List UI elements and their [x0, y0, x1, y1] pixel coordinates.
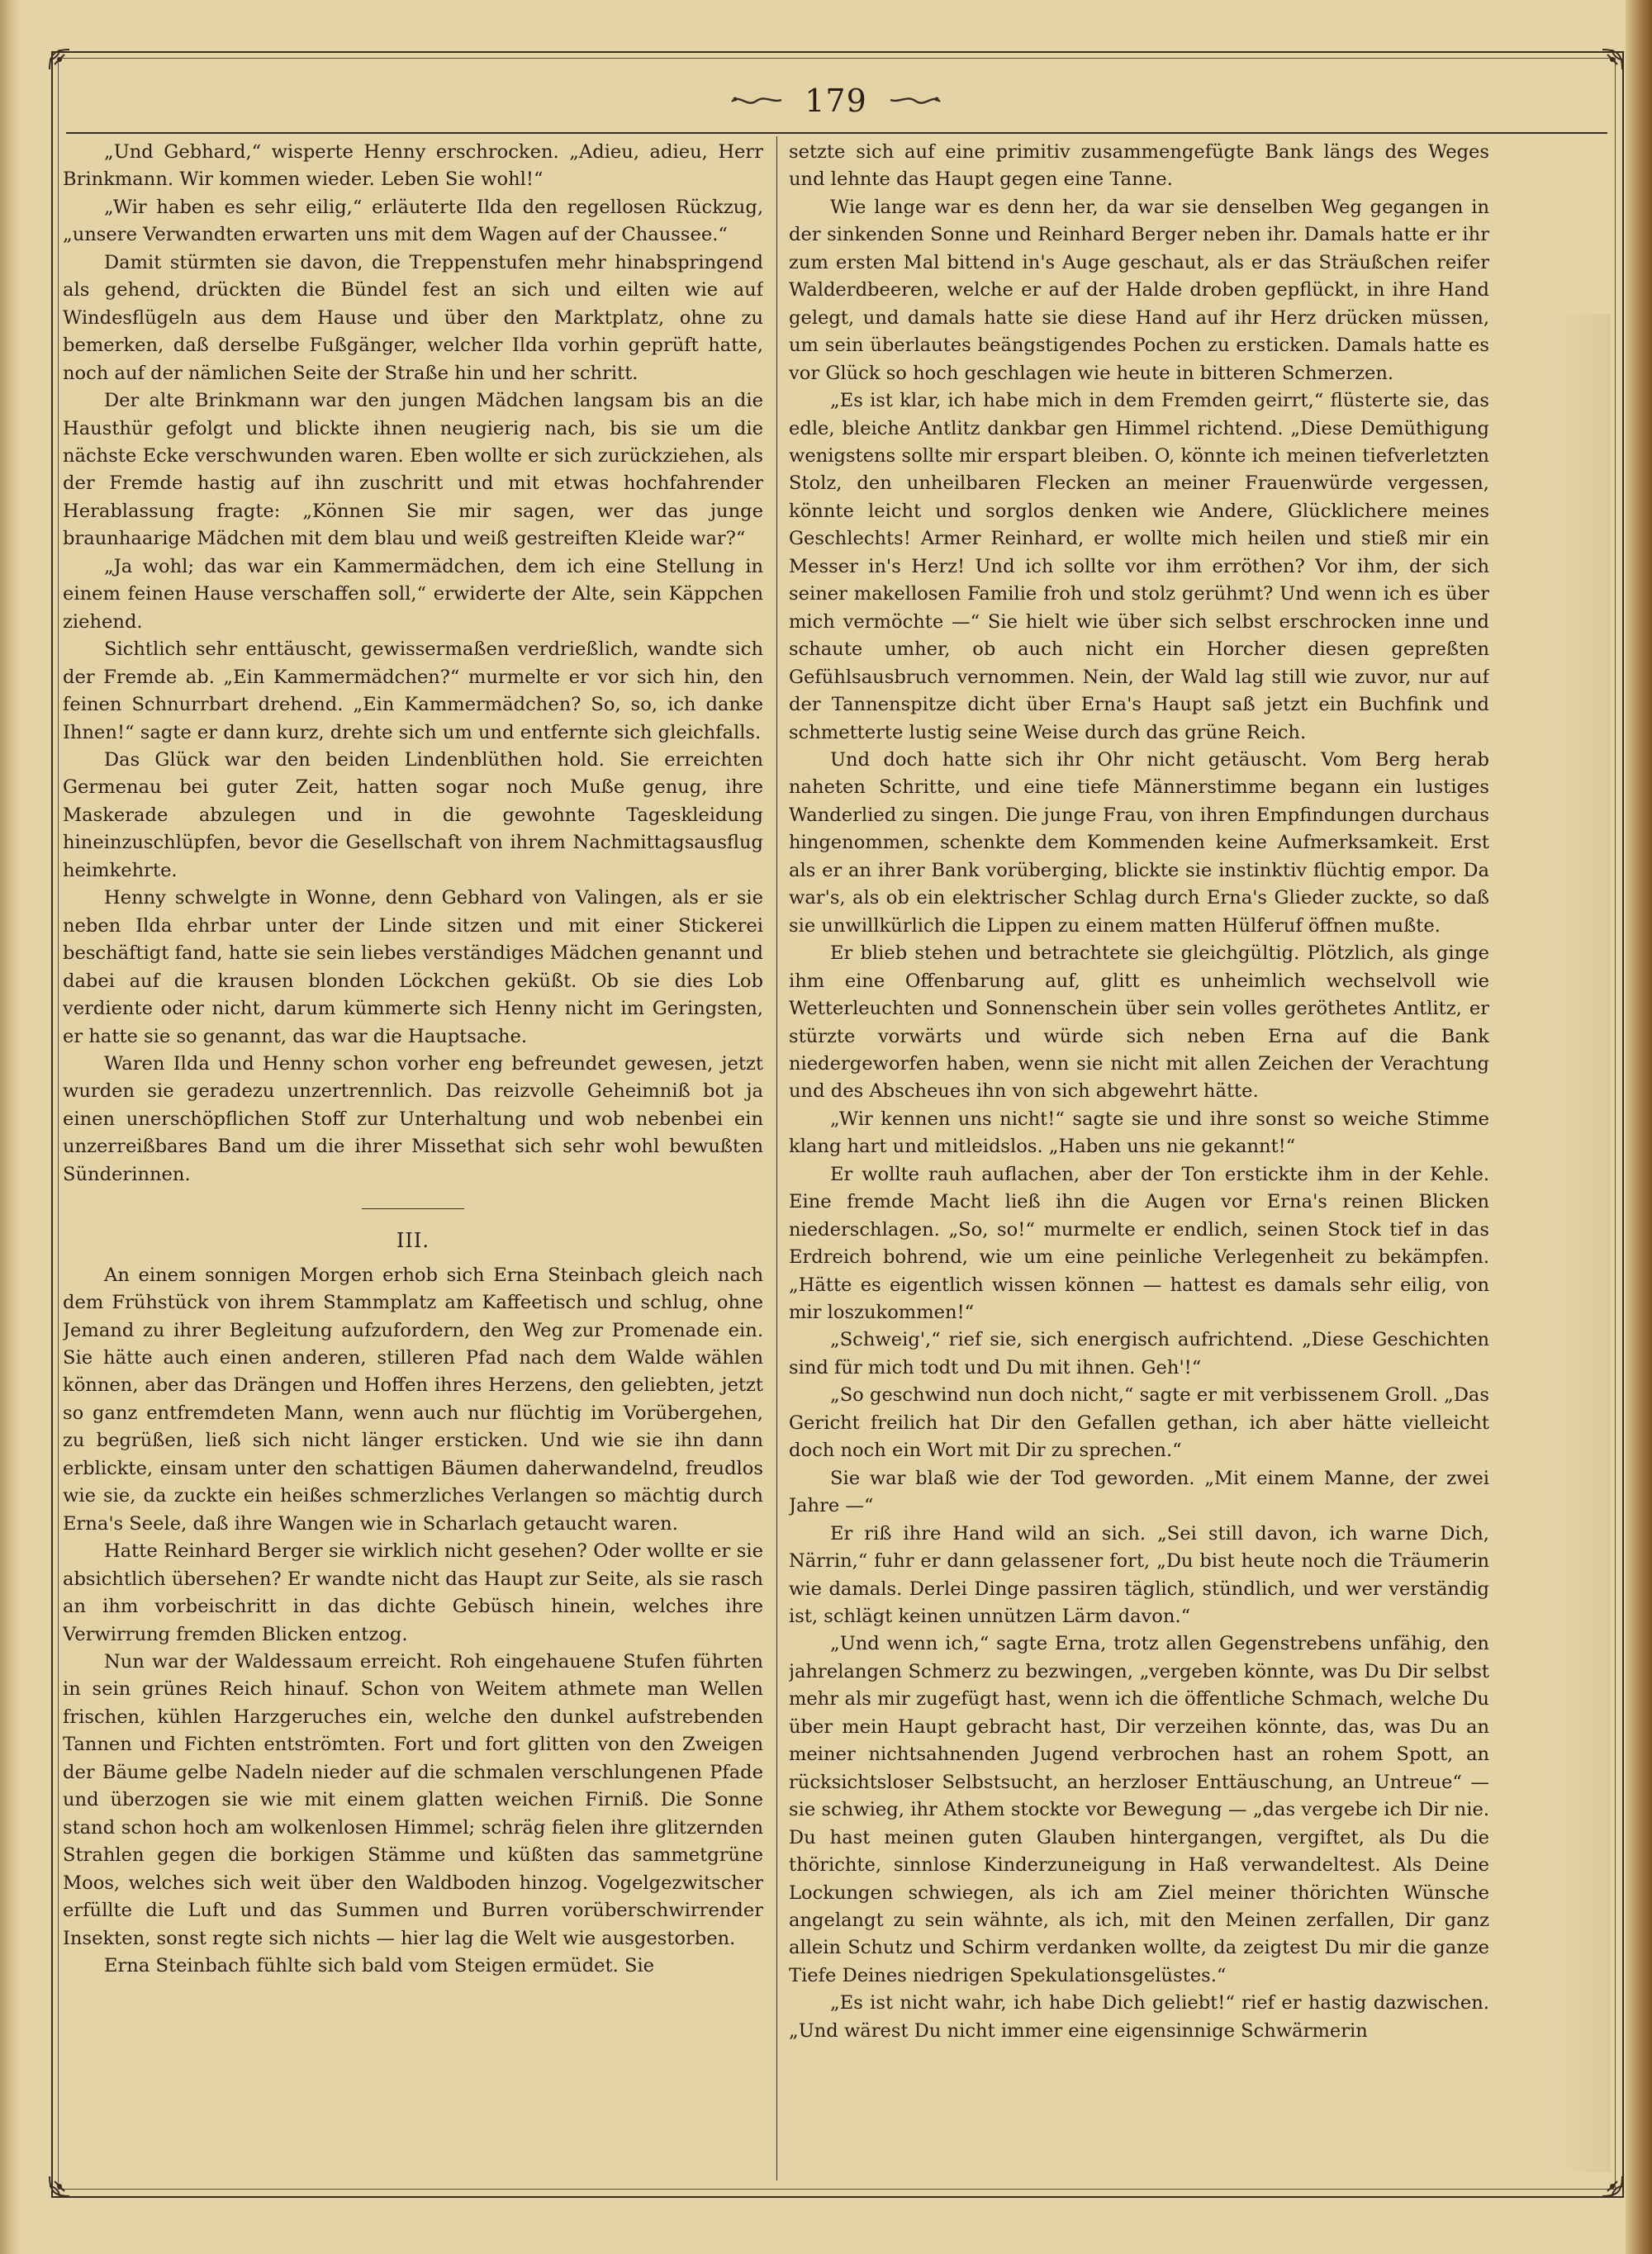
paragraph: „Wir kennen uns nicht!“ sagte sie und ihre sonst so weiche Stimme klang hart und mitleidslos. „Haben uns nie gekannt!“	[789, 1108, 1489, 1158]
paragraph: „Ja wohl; das war ein Kammermädchen, dem ich eine Stellung in einem feinen Hause verschaffen soll,“ erwiderte der Alte, sein Käppchen ziehend.	[63, 555, 763, 633]
paragraph: Henny schwelgte in Wonne, denn Gebhard von Valingen, als er sie neben Ilda ehrbar unter der Linde sitzen und mit einer Stickerei beschäftigt fand, hatte sie sein liebes verständiges Mädchen genannt und dabei auf die krausen blonden Löckchen geküßt. Ob sie dies Lob verdiente oder nicht, darum kümmerte sich Henny nicht im Geringsten, er hatte sie so genannt, das war die Hauptsache.	[63, 887, 763, 1047]
right-column	[789, 139, 1489, 2180]
book-spine-shadow	[0, 0, 21, 2254]
left-column	[63, 139, 763, 2180]
page-header	[58, 76, 1614, 126]
section-heading: III.	[396, 1229, 430, 1253]
paragraph: „So geschwind nun doch nicht,“ sagte er mit verbissenem Groll. „Das Gericht freilich hat Dir den Gefallen gethan, ich aber hätte vielleicht doch noch ein Wort mit Dir zu sprechen.“	[789, 1384, 1489, 1462]
page-edge-shadow	[1626, 0, 1652, 2254]
paragraph: „Schweig',“ rief sie, sich energisch aufrichtend. „Diese Geschichten sind für mich todt und Du mit ihnen. Geh'!“	[789, 1329, 1489, 1378]
paragraph: „Und wenn ich,“ sagte Erna, trotz allen Gegenstrebens unfähig, den jahrelangen Schmerz zu bezwingen, „vergeben könnte, was Du Dir selbst mehr als mir zugefügt hast, wenn ich die öffentliche Schmach, welche Du über mein Haupt gebracht hast, Dir verzeihen könnte, das, was Du an meiner nichtsahnenden Jugend verbrochen hast an rohem Spott, an rücksichtsloser Selbstsucht, an herzloser Enttäuschung, an Untreue“ — sie schwieg, ihr Athem stockte vor Bewegung — „das vergebe ich Dir nie. Du hast meinen guten Glauben hintergangen, vergiftet, als Du die thörichte, sinnlose Kinderzuneigung in Haß verwandeltest. Als Deine Lockungen schwiegen, als ich am Ziel meiner thörichten Wünsche angelangt zu sein wähnte, als ich, mit den Meinen zerfallen, Dir ganz allein Schutz und Schirm verdanken wollte, da zeigtest Du mir die ganze Tiefe Deines niedrigen Spekulationsgelüstes.“	[789, 1633, 1489, 1986]
paragraph: Wie lange war es denn her, da war sie denselben Weg gegangen in der sinkenden Sonne und Reinhard Berger neben ihr. Damals hatte er ihr zum ersten Mal bittend in's Auge geschaut, als er das Sträußchen reifer Walderdbeeren, welche er auf der Halde droben gepflückt, in ihre Hand gelegt, und damals hatte sie diese Hand auf ihr Herz drücken müssen, um sein überlautes beängstigendes Pochen zu ersticken. Damals hatte es vor Glück so hoch geschlagen wie heute in bitteren Schmerzen.	[789, 196, 1489, 384]
paragraph: Der alte Brinkmann war den jungen Mädchen langsam bis an die Hausthür gefolgt und blickte ihnen neugierig nach, bis sie um die nächste Ecke verschwunden waren. Eben wollte er sich zurückziehen, als der Fremde hastig auf ihn zuschritt und mit etwas hochfahrender Herablassung fragte: „Können Sie mir sagen, wer das junge braunhaarige Mädchen mit dem blau und weiß gestreiften Kleide war?“	[63, 390, 763, 550]
page-number: 179	[805, 83, 867, 119]
corner-ornament-icon	[1596, 43, 1629, 76]
flourish-left-icon	[730, 92, 783, 110]
paragraph: Er blieb stehen und betrachtete sie gleichgültig. Plötzlich, als ginge ihm eine Offenbarung auf, glitt es unheimlich wechselvoll wie Wetterleuchten und Sonnenschein über sein volles geröthetes Antlitz, er stürzte vorwärts und würde sich neben Erna auf die Bank niedergeworfen haben, wenn sie nicht mit allen Zeichen der Verachtung und des Abscheues ihn von sich abgewehrt hätte.	[789, 942, 1489, 1103]
paragraph: An einem sonnigen Morgen erhob sich Erna Steinbach gleich nach dem Frühstück von ihrem Stammplatz am Kaffeetisch und schlug, ohne Jemand zu ihrer Begleitung aufzufordern, den Weg zur Promenade ein. Sie hätte auch einen anderen, stilleren Pfad nach dem Walde wählen können, aber das Drängen und Hoffen ihres Herzens, den geliebten, jetzt so ganz entfremdeten Mann, wenn auch nur flüchtig im Vorübergehen, zu begrüßen, ließ sich nicht länger ersticken. Und wie sie ihn dann erblickte, einsam unter den schattigen Bäumen daherwandelnd, freudlos wie sie, da zuckte ein heißes schmerzliches Verlangen so mächtig durch Erna's Seele, daß ihre Wangen wie in Scharlach getaucht waren.	[63, 1264, 763, 1535]
paragraph: „Es ist klar, ich habe mich in dem Fremden geirrt,“ flüsterte sie, das edle, bleiche Antlitz dankbar gen Himmel richtend. „Diese Demüthigung wenigstens sollte mir erspart bleiben. O, könnte ich meinen tiefverletzten Stolz, den unheilbaren Flecken an meiner Frauenwürde vergessen, könnte leicht und sorglos denken wie Andere, Glücklichere meines Geschlechts! Armer Reinhard, er wollte mich heilen und stieß mir ein Messer in's Herz! Und ich sollte vor ihm erröthen? Vor ihm, der sich seiner makellosen Familie froh und stolz gerühmt? Und wenn ich es über mich vermöchte —“ Sie hielt wie über sich selbst erschrocken inne und schaute umher, ob auch nicht ein Horcher diesen gepreßten Gefühlsausbruch vernommen. Nein, der Wald lag still wie zuvor, nur auf der Tannenspitze dicht über Erna's Haupt saß jetzt ein Buchfink und schmetterte lustig seine Weise durch das grüne Reich.	[789, 390, 1489, 743]
paragraph: setzte sich auf eine primitiv zusammengefügte Bank längs des Weges und lehnte das Haupt gegen eine Tanne.	[789, 141, 1489, 191]
paragraph: Waren Ilda und Henny schon vorher eng befreundet gewesen, jetzt wurden sie geradezu unzertrennlich. Das reizvolle Geheimniß bot ja einen unerschöpflichen Stoff zur Unterhaltung und wob nebenbei ein unzerreißbares Band um die ihrer Missethat sich sehr wohl bewußten Sünderinnen.	[63, 1052, 763, 1185]
corner-ornament-icon	[43, 43, 76, 76]
paragraph: Sie war blaß wie der Tod geworden. „Mit einem Manne, der zwei Jahre —“	[789, 1467, 1489, 1517]
paragraph: Nun war der Waldessaum erreicht. Roh eingehauene Stufen führten in sein grünes Reich hinauf. Schon von Weitem athmete man Wellen frischen, kühlen Harzgeruches ein, welche den dunkel aufstrebenden Tannen und Fichten entströmten. Fort und fort glitten von den Zweigen der Bäume gelbe Nadeln nieder auf die schmalen verschlungenen Pfade und überzogen sie wie mit einem glatten weichen Firniß. Die Sonne stand schon hoch am wolkenlosen Himmel; schräg fielen ihre glitzernden Strahlen gegen die borkigen Stämme und küßten das sammetgrüne Moos, welches sich weit über den Waldboden hinzog. Vogelgezwitscher erfüllte die Luft und das Summen und Burren vorüberschwirrender Insekten, sonst regte sich nichts — hier lag die Welt wie ausgestorben.	[63, 1651, 763, 1949]
paragraph: „Es ist nicht wahr, ich habe Dich geliebt!“ rief er hastig dazwischen. „Und wärest Du nicht immer eine eigensinnige Schwärmerin	[789, 1992, 1489, 2042]
paragraph: „Und Gebhard,“ wisperte Henny erschrocken. „Adieu, adieu, Herr Brinkmann. Wir kommen wieder. Leben Sie wohl!“	[63, 141, 763, 191]
paragraph: „Wir haben es sehr eilig,“ erläuterte Ilda den regellosen Rückzug, „unsere Verwandten erwarten uns mit dem Wagen auf der Chaussee.“	[63, 196, 763, 246]
section-separator	[362, 1208, 464, 1209]
paragraph: Er wollte rauh auflachen, aber der Ton erstickte ihm in der Kehle. Eine fremde Macht ließ ihn die Augen vor Erna's reinen Blicken niederschlagen. „So, so!“ murmelte er endlich, seinen Stock tief in das Erdreich bohrend, wie um eine peinliche Verlegenheit zu bekämpfen. „Hätte es eigentlich wissen können — hattest es damals sehr eilig, von mir loszukommen!“	[789, 1163, 1489, 1324]
paragraph: Damit stürmten sie davon, die Treppenstufen mehr hinabspringend als gehend, drückten die Bündel fest an sich und eilten wie auf Windesflügeln aus dem Hause und über den Marktplatz, ohne zu bemerken, daß derselbe Fußgänger, welcher Ilda vorhin geprüft hatte, noch auf der nämlichen Seite der Straße hin und her schritt.	[63, 251, 763, 384]
paragraph: Und doch hatte sich ihr Ohr nicht getäuscht. Vom Berg herab naheten Schritte, und eine tiefe Männerstimme begann ein lustiges Wanderlied zu singen. Die junge Frau, von ihren Empfindungen durchaus hingenommen, schenkte dem Kommenden keine Aufmerksamkeit. Erst als er an ihrer Bank vorüberging, blickte sie instinktiv flüchtig empor. Da war's, als ob ein elektrischer Schlag durch Erna's Glieder zuckte, so daß sie unwillkürlich die Lippen zu einem matten Hülferuf öffnen mußte.	[789, 748, 1489, 937]
paragraph: Erna Steinbach fühlte sich bald vom Steigen ermüdet. Sie	[104, 1955, 655, 1976]
corner-ornament-icon	[1596, 2170, 1629, 2203]
header-rule	[66, 132, 1607, 134]
paragraph: Das Glück war den beiden Lindenblüthen hold. Sie erreichten Germenau bei guter Zeit, hatten sogar noch Muße genug, ihre Maskerade abzulegen und in die gewohnte Tageskleidung hineinzuschlüpfen, bevor die Gesellschaft von ihrem Nachmittagsausflug heimkehrte.	[63, 748, 763, 881]
flourish-right-icon	[889, 92, 942, 110]
paragraph: Sichtlich sehr enttäuscht, gewissermaßen verdrießlich, wandte sich der Fremde ab. „Ein Kammermädchen?“ murmelte er vor sich hin, den feinen Schnurrbart drehend. „Ein Kammermädchen? So, so, ich danke Ihnen!“ sagte er dann kurz, drehte sich um und entfernte sich gleichfalls.	[63, 638, 763, 743]
paragraph: Hatte Reinhard Berger sie wirklich nicht gesehen? Oder wollte er sie absichtlich übersehen? Er wandte nicht das Haupt zur Seite, als sie rasch an ihm vorbeischritt in das dichte Gebüsch hinein, welches ihre Verwirrung fremden Blicken entzog.	[63, 1540, 763, 1645]
column-divider	[776, 136, 777, 2180]
paragraph: Er riß ihre Hand wild an sich. „Sei still davon, ich warne Dich, Närrin,“ fuhr er dann gelassener fort, „Du bist heute noch die Träumerin wie damals. Derlei Dinge passiren täglich, stündlich, und wer verständig ist, schlägt keinen unnützen Lärm davon.“	[789, 1522, 1489, 1628]
